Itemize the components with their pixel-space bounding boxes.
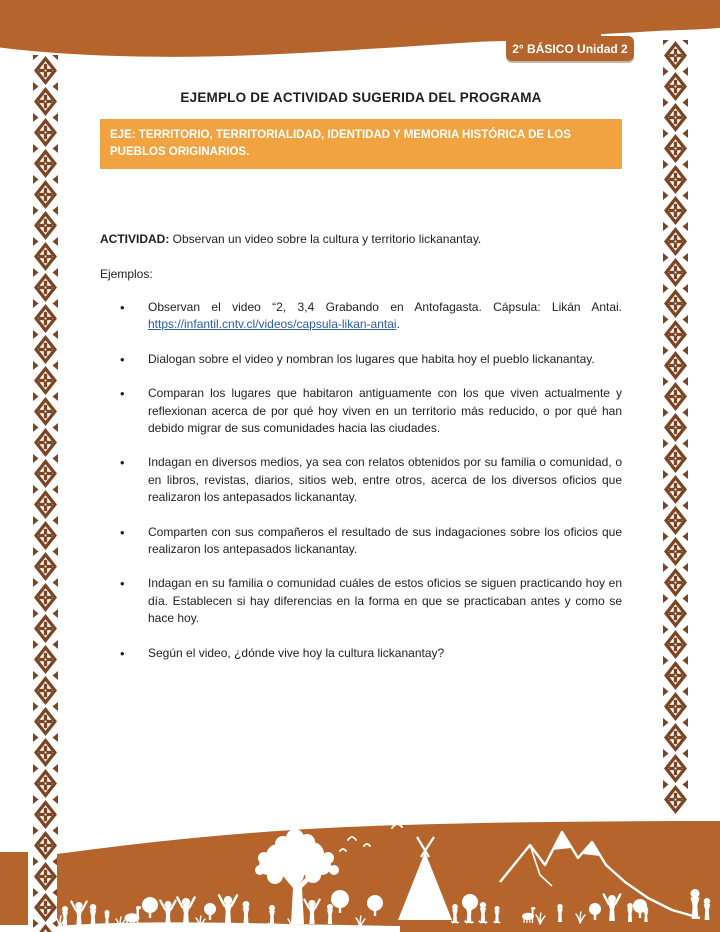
- footer-illustration: [0, 820, 720, 932]
- list-item: [100, 524, 622, 559]
- bullet-text: Comparan los lugares que habitaron antiguamente con los que viven actualmente y reflexionan acerca de por qué hoy viven en un territorio más reducido, o por qué han debido migrar de sus comunidades hacia las ciudades.: [148, 386, 622, 436]
- bullet-text: Indagan en diversos medios, ya sea con relatos obtenidos por su familia o comunidad, o en libros, revistas, diarios, sitios web, entre otros, acerca de los diversos oficios que realizaron los antepasados lickanantay.: [148, 455, 622, 505]
- bullet-text-after-link: .: [396, 317, 400, 332]
- examples-label: Ejemplos:: [100, 267, 153, 281]
- bullet-text: Indagan en su familia o comunidad cuáles de estos oficios se siguen practicando hoy en día. Establecen si hay diferencias en la forma en que se practicaban antes y como se hace hoy.: [148, 576, 622, 626]
- bullet-text: Dialogan sobre el video y nombran los lugares que habita hoy el pueblo lickanantay.: [148, 351, 595, 366]
- list-item: [100, 645, 622, 662]
- activity-paragraph: [100, 231, 622, 248]
- activity-text: Observan un video sobre la cultura y territorio lickanantay.: [169, 232, 482, 246]
- list-item: [100, 351, 622, 368]
- right-textile-border: [663, 40, 688, 932]
- unit-badge: 2° BÁSICO Unidad 2: [506, 36, 634, 61]
- bullet-text: Comparten con sus compañeros el resultado de sus indagaciones sobre los oficios que realizaron los antepasados lickanantay.: [148, 524, 622, 557]
- list-item: [100, 299, 622, 334]
- eje-banner: EJE: TERRITORIO, TERRITORIALIDAD, IDENTIDAD Y MEMORIA HISTÓRICA DE LOS PUEBLOS ORIGINARIOS.: [100, 119, 622, 169]
- bullet-text: Observan el video “2, 3,4 Grabando en Antofagasta. Cápsula: Likán Antai.: [148, 300, 622, 314]
- list-item: [100, 385, 622, 437]
- left-textile-border: [33, 55, 58, 932]
- list-item: [100, 575, 622, 627]
- video-link[interactable]: https://infantil.cntv.cl/videos/capsula-likan-antai: [148, 317, 397, 332]
- page-title: EJEMPLO DE ACTIVIDAD SUGERIDA DEL PROGRAMA: [180, 90, 542, 105]
- list-item: [100, 454, 622, 506]
- activity-label: ACTIVIDAD:: [100, 232, 170, 246]
- examples-list: [100, 299, 622, 662]
- bullet-text: Según el video, ¿dónde vive hoy la cultura lickanantay?: [148, 645, 445, 660]
- content-column: [100, 90, 622, 679]
